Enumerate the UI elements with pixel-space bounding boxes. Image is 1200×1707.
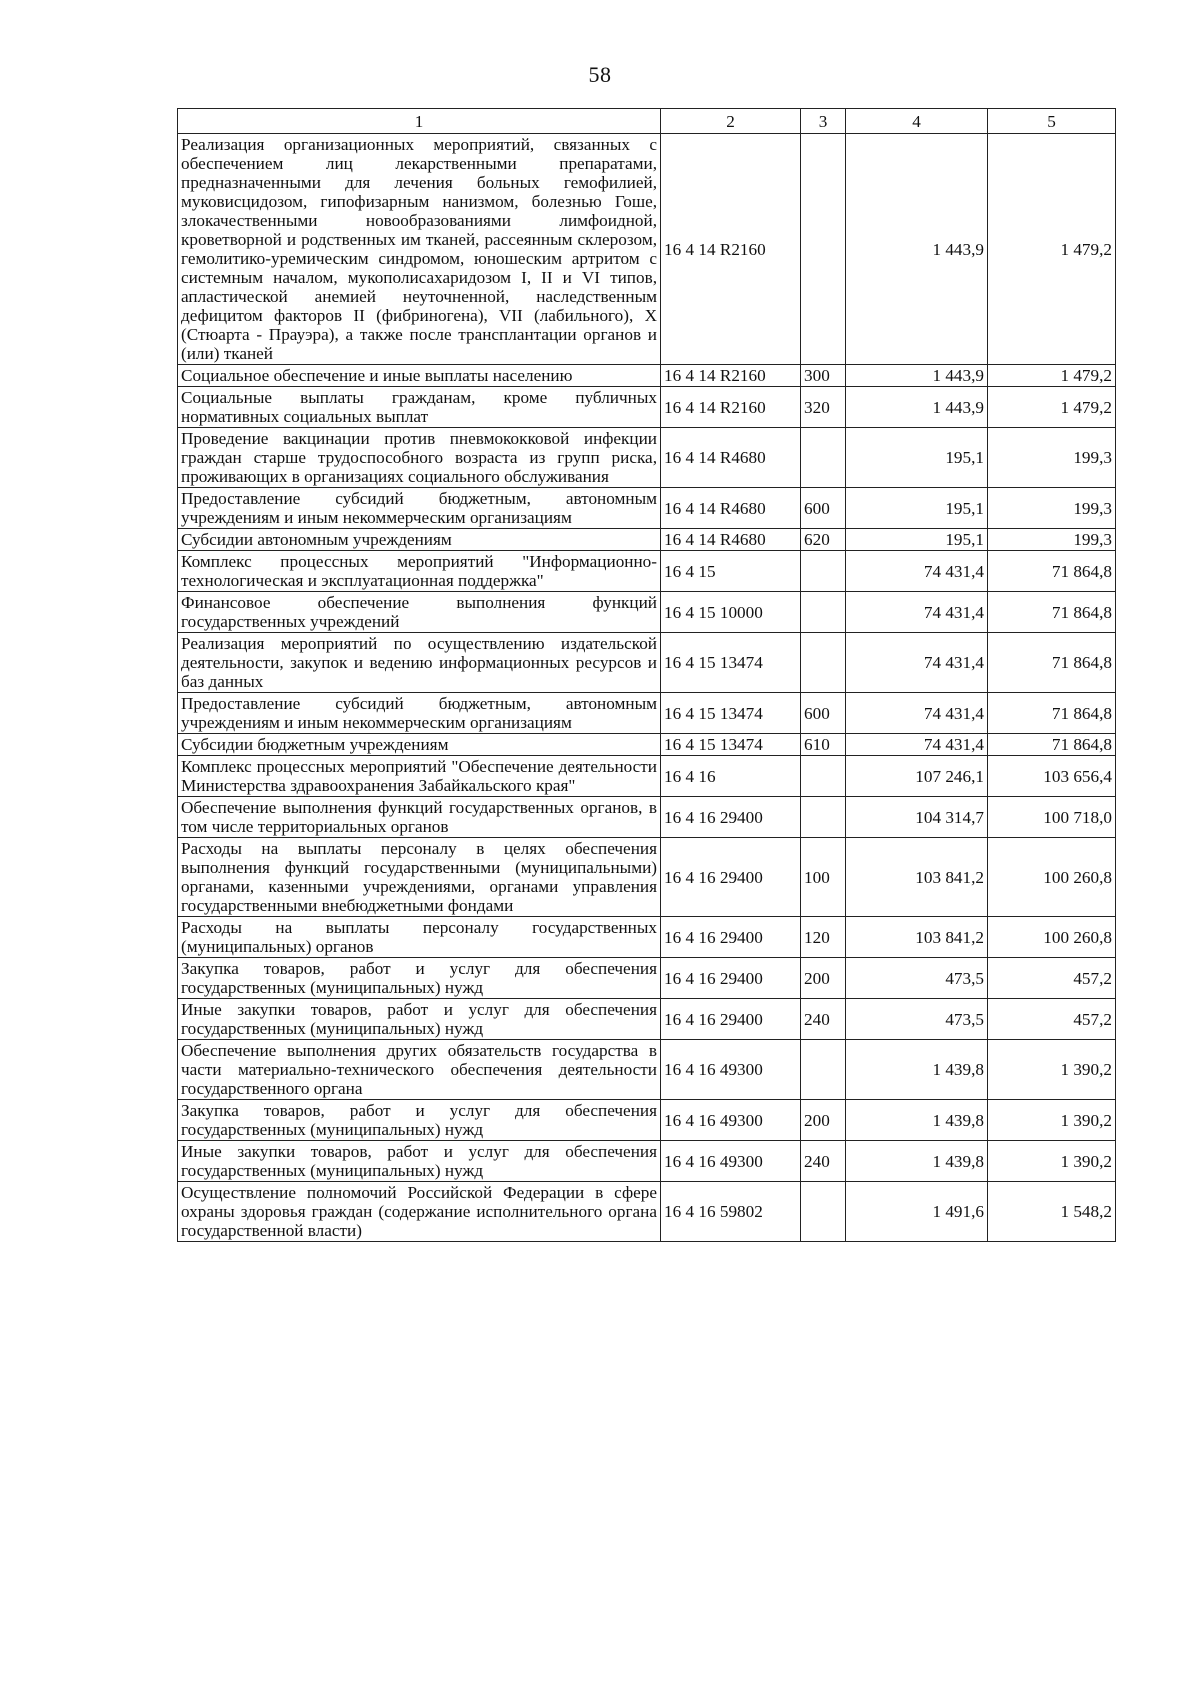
item-name: Реализация мероприятий по осуществлению издательской деятельности, закупок и ведению информационных ресурсов и баз данных xyxy=(178,633,661,693)
amount-year-1: 1 443,9 xyxy=(846,134,988,365)
expense-type xyxy=(801,633,846,693)
item-name: Предоставление субсидий бюджетным, автономным учреждениям и иным некоммерческим организациям xyxy=(178,693,661,734)
amount-year-2: 71 864,8 xyxy=(988,633,1116,693)
table-row xyxy=(178,797,1116,838)
amount-year-2: 199,3 xyxy=(988,488,1116,529)
expense-type: 300 xyxy=(801,365,846,387)
table-row xyxy=(178,917,1116,958)
item-name: Осуществление полномочий Российской Федерации в сфере охраны здоровья граждан (содержание исполнительного органа государственной власти) xyxy=(178,1182,661,1242)
item-name: Проведение вакцинации против пневмококковой инфекции граждан старше трудоспособного возраста из групп риска, проживающих в организациях социального обслуживания xyxy=(178,428,661,488)
header-col-2: 2 xyxy=(661,109,801,134)
amount-year-2: 1 390,2 xyxy=(988,1100,1116,1141)
item-code: 16 4 16 29400 xyxy=(661,797,801,838)
table-header-row xyxy=(178,109,1116,134)
amount-year-1: 74 431,4 xyxy=(846,693,988,734)
item-name: Финансовое обеспечение выполнения функций государственных учреждений xyxy=(178,592,661,633)
item-code: 16 4 16 49300 xyxy=(661,1141,801,1182)
table-row xyxy=(178,1141,1116,1182)
item-name: Иные закупки товаров, работ и услуг для обеспечения государственных (муниципальных) нужд xyxy=(178,999,661,1040)
item-code: 16 4 16 xyxy=(661,756,801,797)
amount-year-1: 1 443,9 xyxy=(846,365,988,387)
page-number: 58 xyxy=(588,62,612,87)
table-row xyxy=(178,365,1116,387)
table-row xyxy=(178,734,1116,756)
item-code: 16 4 16 49300 xyxy=(661,1040,801,1100)
amount-year-1: 103 841,2 xyxy=(846,838,988,917)
expense-type: 600 xyxy=(801,693,846,734)
amount-year-1: 103 841,2 xyxy=(846,917,988,958)
amount-year-1: 195,1 xyxy=(846,529,988,551)
table-row xyxy=(178,592,1116,633)
amount-year-1: 1 491,6 xyxy=(846,1182,988,1242)
item-name: Закупка товаров, работ и услуг для обеспечения государственных (муниципальных) нужд xyxy=(178,1100,661,1141)
header-col-4: 4 xyxy=(846,109,988,134)
amount-year-2: 103 656,4 xyxy=(988,756,1116,797)
item-name: Предоставление субсидий бюджетным, автономным учреждениям и иным некоммерческим организациям xyxy=(178,488,661,529)
item-name: Комплекс процессных мероприятий "Обеспечение деятельности Министерства здравоохранения Забайкальского края" xyxy=(178,756,661,797)
item-name: Иные закупки товаров, работ и услуг для обеспечения государственных (муниципальных) нужд xyxy=(178,1141,661,1182)
amount-year-2: 100 718,0 xyxy=(988,797,1116,838)
amount-year-1: 1 439,8 xyxy=(846,1040,988,1100)
amount-year-1: 74 431,4 xyxy=(846,633,988,693)
item-code: 16 4 14 R4680 xyxy=(661,428,801,488)
item-code: 16 4 16 29400 xyxy=(661,958,801,999)
amount-year-2: 457,2 xyxy=(988,999,1116,1040)
item-name: Расходы на выплаты персоналу в целях обеспечения выполнения функций государственными (муниципальными) органами, казенными учреждениями, органами управления государственными внебюджетными фондами xyxy=(178,838,661,917)
item-code: 16 4 14 R4680 xyxy=(661,488,801,529)
amount-year-1: 104 314,7 xyxy=(846,797,988,838)
table-row xyxy=(178,838,1116,917)
item-name: Социальное обеспечение и иные выплаты населению xyxy=(178,365,661,387)
expense-type: 620 xyxy=(801,529,846,551)
item-code: 16 4 16 29400 xyxy=(661,999,801,1040)
item-name: Реализация организационных мероприятий, связанных с обеспечением лиц лекарственными препаратами, предназначенными для лечения больных гемофилией, муковисцидозом, гипофизарным нанизмом, болезнью Гоше, злокачественными новообразованиями лимфоидной, кроветворной и родственных им тканей, рассеянным склерозом, гемолитико-уремическим синдромом, юношеским артритом с системным началом, мукополисахаридозом I, II и VI типов, апластической анемией неуточненной, наследственным дефицитом факторов II (фибриногена), VII (лабильного), X (Стюарта - Прауэра), а также после трансплантации органов и (или) тканей xyxy=(178,134,661,365)
table-row xyxy=(178,1040,1116,1100)
item-code: 16 4 16 29400 xyxy=(661,917,801,958)
expense-type xyxy=(801,797,846,838)
item-code: 16 4 14 R2160 xyxy=(661,134,801,365)
amount-year-2: 1 548,2 xyxy=(988,1182,1116,1242)
table-row xyxy=(178,387,1116,428)
table-row xyxy=(178,999,1116,1040)
amount-year-2: 71 864,8 xyxy=(988,551,1116,592)
expense-type: 240 xyxy=(801,999,846,1040)
header-col-3: 3 xyxy=(801,109,846,134)
amount-year-2: 1 479,2 xyxy=(988,387,1116,428)
table-row xyxy=(178,428,1116,488)
amount-year-1: 1 439,8 xyxy=(846,1100,988,1141)
expense-type: 100 xyxy=(801,838,846,917)
item-code: 16 4 14 R2160 xyxy=(661,365,801,387)
table-row xyxy=(178,693,1116,734)
amount-year-2: 100 260,8 xyxy=(988,917,1116,958)
item-code: 16 4 14 R2160 xyxy=(661,387,801,428)
item-name: Социальные выплаты гражданам, кроме публичных нормативных социальных выплат xyxy=(178,387,661,428)
amount-year-2: 199,3 xyxy=(988,428,1116,488)
table-row xyxy=(178,1100,1116,1141)
item-code: 16 4 15 10000 xyxy=(661,592,801,633)
amount-year-1: 107 246,1 xyxy=(846,756,988,797)
item-name: Закупка товаров, работ и услуг для обеспечения государственных (муниципальных) нужд xyxy=(178,958,661,999)
item-code: 16 4 15 13474 xyxy=(661,734,801,756)
header-col-5: 5 xyxy=(988,109,1116,134)
budget-table xyxy=(177,108,1116,1242)
expense-type: 320 xyxy=(801,387,846,428)
item-name: Обеспечение выполнения функций государственных органов, в том числе территориальных органов xyxy=(178,797,661,838)
amount-year-1: 74 431,4 xyxy=(846,592,988,633)
expense-type xyxy=(801,592,846,633)
amount-year-1: 74 431,4 xyxy=(846,734,988,756)
expense-type xyxy=(801,551,846,592)
amount-year-2: 457,2 xyxy=(988,958,1116,999)
amount-year-1: 1 443,9 xyxy=(846,387,988,428)
amount-year-2: 1 390,2 xyxy=(988,1040,1116,1100)
expense-type xyxy=(801,134,846,365)
amount-year-1: 74 431,4 xyxy=(846,551,988,592)
item-code: 16 4 14 R4680 xyxy=(661,529,801,551)
expense-type: 200 xyxy=(801,1100,846,1141)
table-row xyxy=(178,488,1116,529)
table-row xyxy=(178,958,1116,999)
amount-year-2: 1 479,2 xyxy=(988,365,1116,387)
item-code: 16 4 16 49300 xyxy=(661,1100,801,1141)
item-name: Обеспечение выполнения других обязательств государства в части материально-технического обеспечения деятельности государственного органа xyxy=(178,1040,661,1100)
amount-year-2: 1 479,2 xyxy=(988,134,1116,365)
table-row xyxy=(178,134,1116,365)
expense-type: 600 xyxy=(801,488,846,529)
item-code: 16 4 15 13474 xyxy=(661,633,801,693)
amount-year-1: 473,5 xyxy=(846,999,988,1040)
table-row xyxy=(178,756,1116,797)
amount-year-2: 71 864,8 xyxy=(988,693,1116,734)
table-row xyxy=(178,529,1116,551)
item-name: Расходы на выплаты персоналу государственных (муниципальных) органов xyxy=(178,917,661,958)
amount-year-1: 195,1 xyxy=(846,428,988,488)
item-code: 16 4 16 29400 xyxy=(661,838,801,917)
expense-type: 120 xyxy=(801,917,846,958)
expense-type: 610 xyxy=(801,734,846,756)
expense-type xyxy=(801,428,846,488)
item-code: 16 4 15 13474 xyxy=(661,693,801,734)
amount-year-1: 1 439,8 xyxy=(846,1141,988,1182)
expense-type: 240 xyxy=(801,1141,846,1182)
amount-year-2: 71 864,8 xyxy=(988,592,1116,633)
amount-year-2: 71 864,8 xyxy=(988,734,1116,756)
expense-type xyxy=(801,756,846,797)
item-code: 16 4 15 xyxy=(661,551,801,592)
header-col-1: 1 xyxy=(178,109,661,134)
item-name: Субсидии бюджетным учреждениям xyxy=(178,734,661,756)
amount-year-2: 100 260,8 xyxy=(988,838,1116,917)
expense-type xyxy=(801,1182,846,1242)
expense-type xyxy=(801,1040,846,1100)
amount-year-1: 195,1 xyxy=(846,488,988,529)
table-row xyxy=(178,551,1116,592)
item-name: Комплекс процессных мероприятий "Информационно-технологическая и эксплуатационная поддержка" xyxy=(178,551,661,592)
expense-type: 200 xyxy=(801,958,846,999)
item-name: Субсидии автономным учреждениям xyxy=(178,529,661,551)
amount-year-1: 473,5 xyxy=(846,958,988,999)
item-code: 16 4 16 59802 xyxy=(661,1182,801,1242)
amount-year-2: 199,3 xyxy=(988,529,1116,551)
amount-year-2: 1 390,2 xyxy=(988,1141,1116,1182)
table-row xyxy=(178,1182,1116,1242)
table-row xyxy=(178,633,1116,693)
